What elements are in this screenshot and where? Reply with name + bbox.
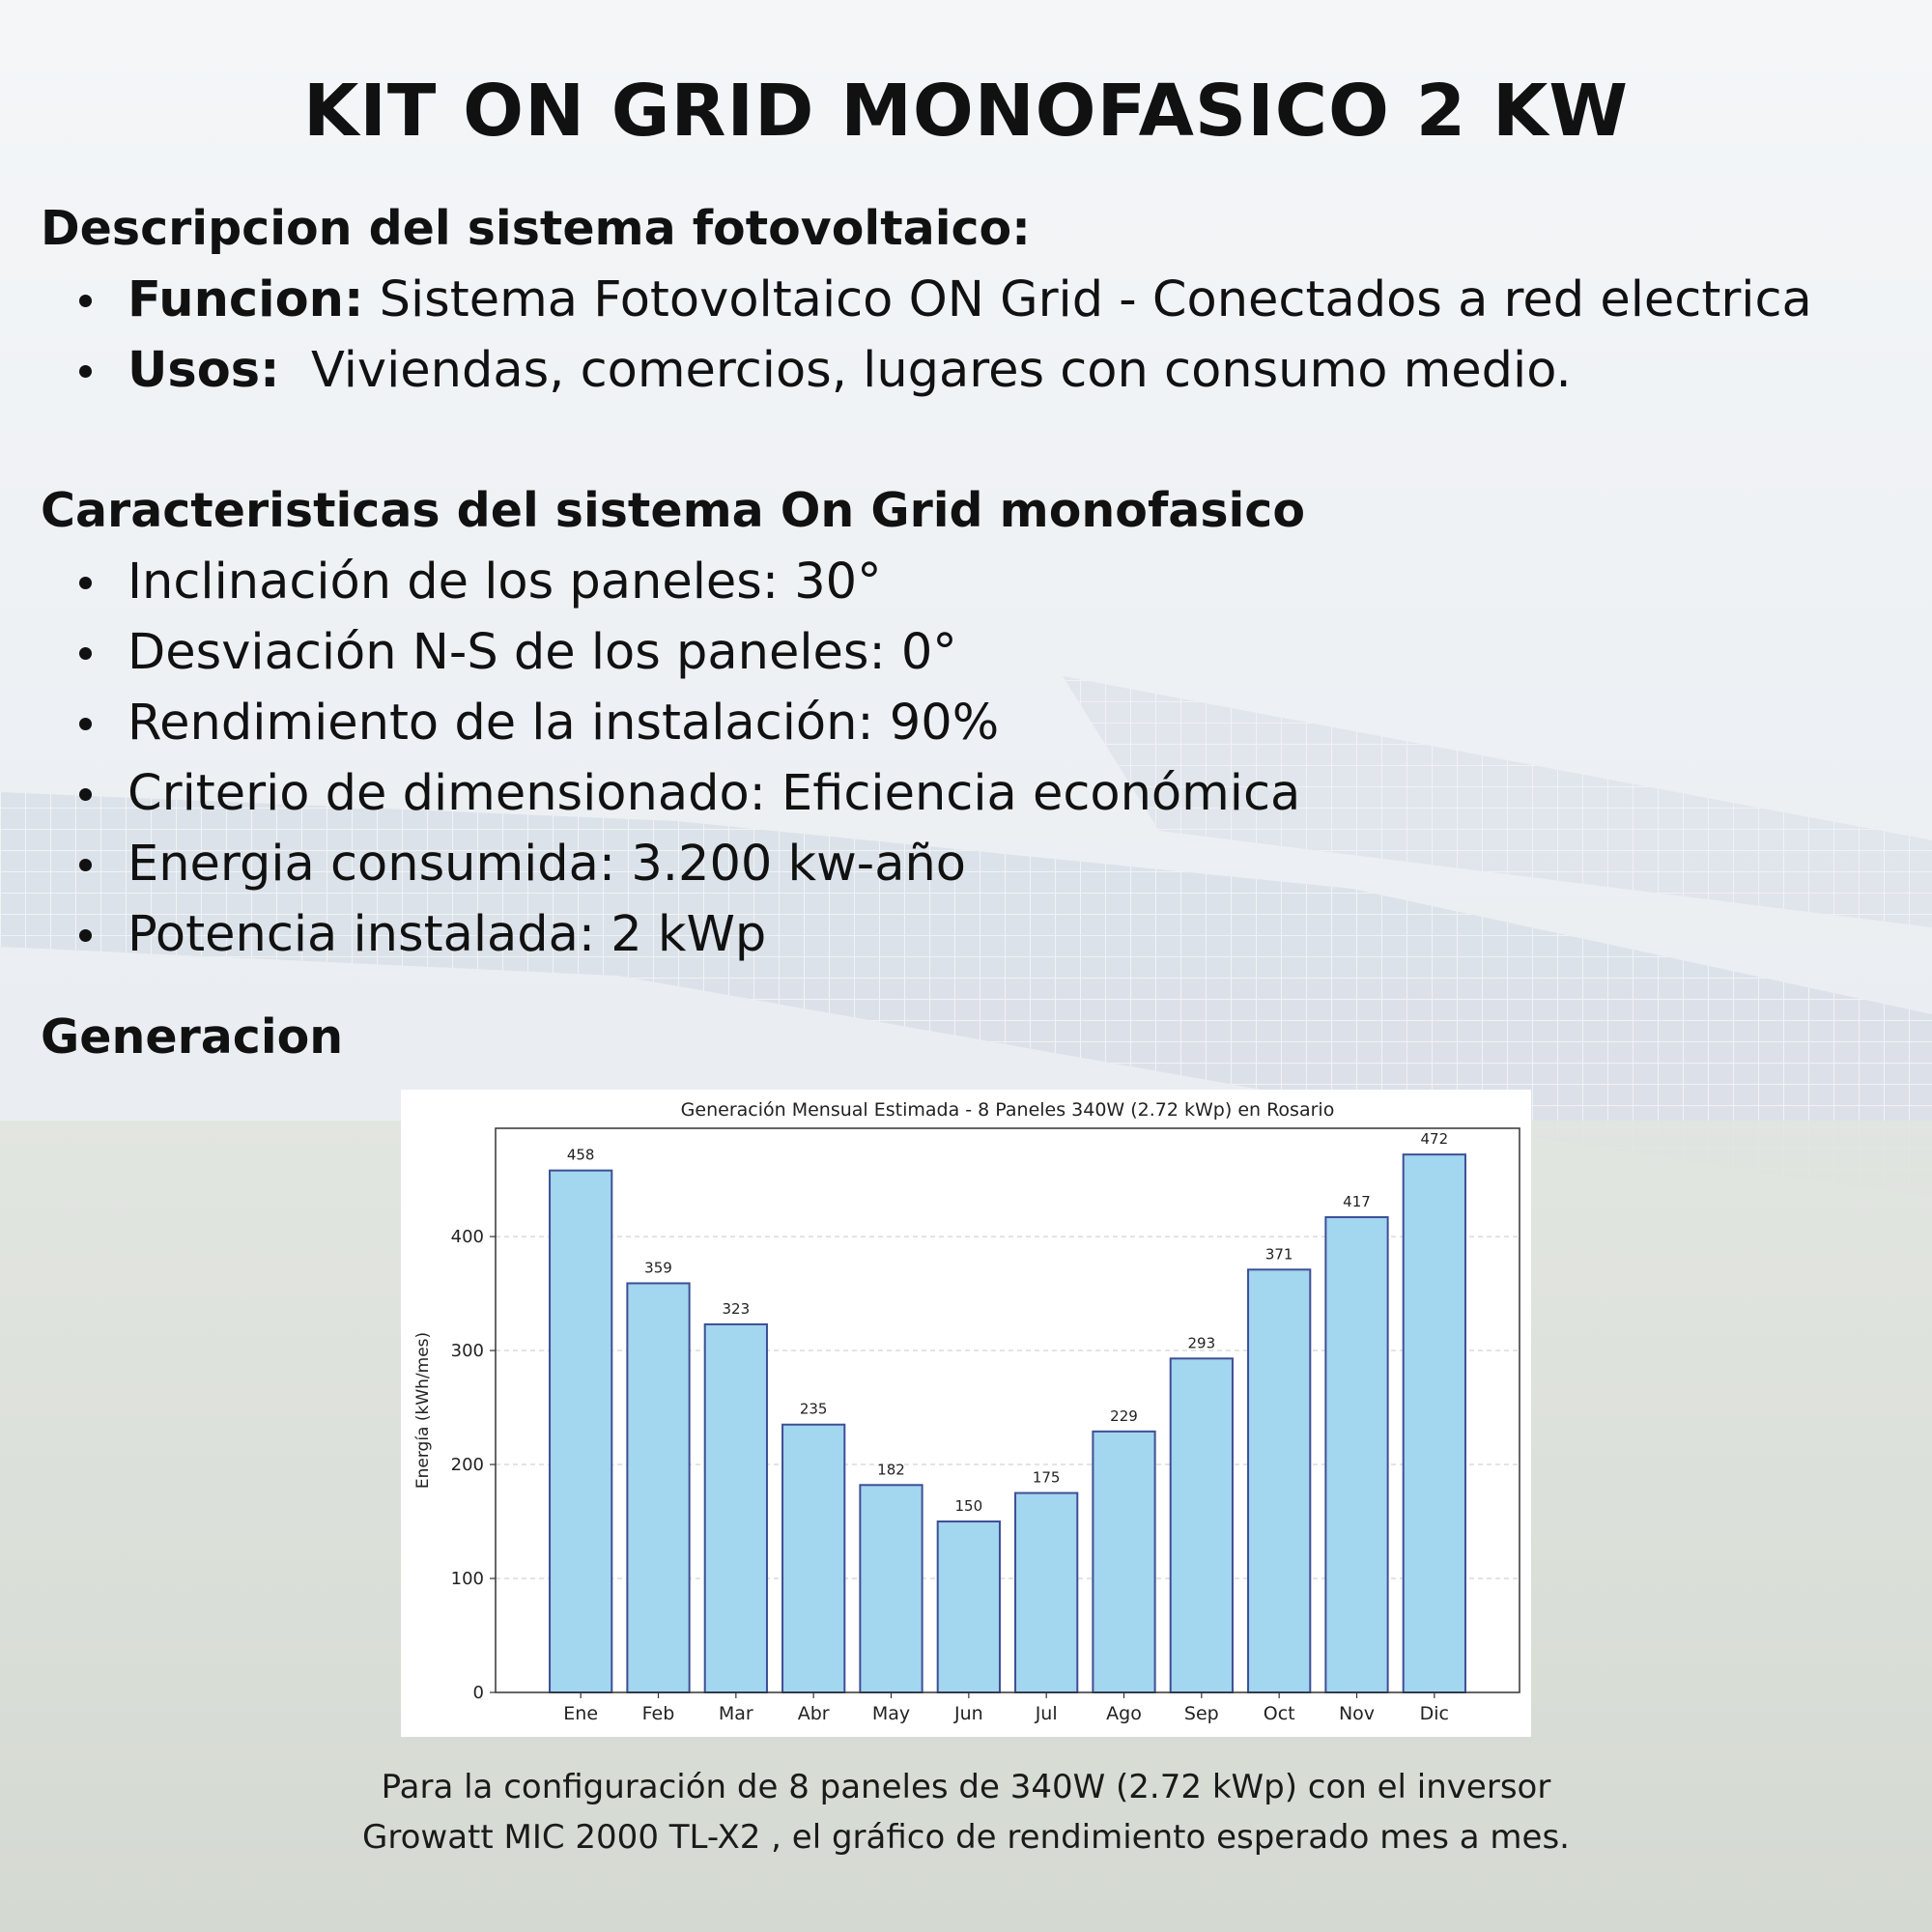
bullet-icon <box>79 647 92 660</box>
x-tick-label: Feb <box>641 1703 675 1724</box>
y-tick-label: 100 <box>450 1569 484 1590</box>
page-title: KIT ON GRID MONOFASICO 2 KW <box>303 70 1629 153</box>
description-list <box>0 265 1812 406</box>
bar-Nov <box>1325 1217 1387 1692</box>
x-tick-label: Mar <box>718 1703 753 1724</box>
bar-Abr <box>782 1425 844 1692</box>
bullet-icon <box>79 788 92 801</box>
bar-Ene <box>550 1171 611 1692</box>
data-label: 472 <box>1420 1130 1449 1149</box>
list-item <box>0 547 1300 617</box>
y-tick-label: 400 <box>450 1227 484 1248</box>
list-item <box>0 899 1300 970</box>
chart-title: Generación Mensual Estimada - 8 Paneles 340W (2.72 kWp) en Rosario <box>680 1099 1335 1121</box>
data-label: 417 <box>1343 1193 1371 1211</box>
bar-Mar <box>705 1324 767 1692</box>
data-label: 182 <box>877 1461 905 1479</box>
data-label: 323 <box>722 1299 751 1318</box>
item-label: Usos: <box>128 342 280 399</box>
x-tick-label: Dic <box>1419 1703 1450 1724</box>
list-item <box>0 829 1300 899</box>
list-item <box>0 688 1300 758</box>
x-tick-label: Jul <box>1035 1703 1058 1724</box>
x-tick-label: Abr <box>797 1703 830 1724</box>
item-text: Desviación N-S de los paneles: 0° <box>128 624 957 681</box>
bullet-icon <box>79 365 92 378</box>
item-text: Energia consumida: 3.200 kw-año <box>128 836 966 893</box>
x-tick-label: Oct <box>1263 1703 1295 1724</box>
data-label: 458 <box>566 1146 595 1164</box>
characteristics-list <box>0 547 1300 970</box>
characteristics-heading: Caracteristicas del sistema On Grid monofasico <box>41 483 1306 538</box>
item-text: Inclinación de los paneles: 30° <box>128 554 882 611</box>
data-label: 293 <box>1187 1334 1216 1352</box>
bullet-icon <box>79 295 92 307</box>
item-text: Potencia instalada: 2 kWp <box>128 906 767 963</box>
y-tick-label: 300 <box>450 1341 484 1362</box>
data-label: 175 <box>1032 1468 1061 1487</box>
bar-Jun <box>938 1521 1000 1692</box>
bar-Jul <box>1015 1493 1077 1692</box>
list-item <box>0 758 1300 829</box>
list-item <box>0 617 1300 688</box>
bar-May <box>860 1485 922 1692</box>
item-text: Sistema Fotovoltaico ON Grid - Conectados a red electrica <box>363 271 1812 328</box>
x-tick-label: Sep <box>1183 1703 1219 1724</box>
bullet-icon <box>79 929 92 942</box>
description-heading: Descripcion del sistema fotovoltaico: <box>41 201 1031 256</box>
bar-Sep <box>1171 1358 1233 1692</box>
x-tick-label: Ene <box>563 1703 599 1724</box>
data-label: 359 <box>644 1259 672 1277</box>
x-tick-label: Nov <box>1338 1703 1376 1724</box>
x-tick-label: Ago <box>1106 1703 1142 1724</box>
list-item <box>0 265 1812 335</box>
bar-Feb <box>627 1283 689 1692</box>
data-label: 371 <box>1264 1245 1293 1264</box>
generation-heading: Generacion <box>41 1009 344 1065</box>
data-label: 150 <box>954 1497 983 1516</box>
item-text: Viviendas, comercios, lugares con consumo medio. <box>279 342 1572 399</box>
item-label: Funcion: <box>128 271 364 328</box>
item-text: Criterio de dimensionado: Eficiencia económica <box>128 765 1301 822</box>
list-item <box>0 335 1812 406</box>
caption-line-1: Para la configuración de 8 paneles de 340W (2.72 kWp) con el inversor <box>381 1768 1551 1806</box>
chart-container <box>401 1090 1531 1737</box>
x-tick-label: May <box>871 1703 911 1724</box>
bullet-icon <box>79 718 92 730</box>
y-tick-label: 0 <box>472 1683 484 1703</box>
data-label: 235 <box>799 1400 828 1418</box>
data-label: 229 <box>1110 1406 1138 1425</box>
y-tick-label: 200 <box>450 1455 484 1476</box>
bar-chart <box>401 1090 1531 1737</box>
bullet-icon <box>79 859 92 871</box>
bar-Oct <box>1248 1269 1310 1692</box>
caption-line-2: Growatt MIC 2000 TL-X2 , el gráfico de rendimiento esperado mes a mes. <box>362 1818 1570 1857</box>
item-text: Rendimiento de la instalación: 90% <box>128 695 1000 752</box>
bar-Ago <box>1093 1432 1154 1692</box>
y-axis-label: Energía (kWh/mes) <box>413 1331 433 1490</box>
bullet-icon <box>79 577 92 589</box>
x-tick-label: Jun <box>953 1703 983 1724</box>
bar-Dic <box>1404 1154 1465 1692</box>
